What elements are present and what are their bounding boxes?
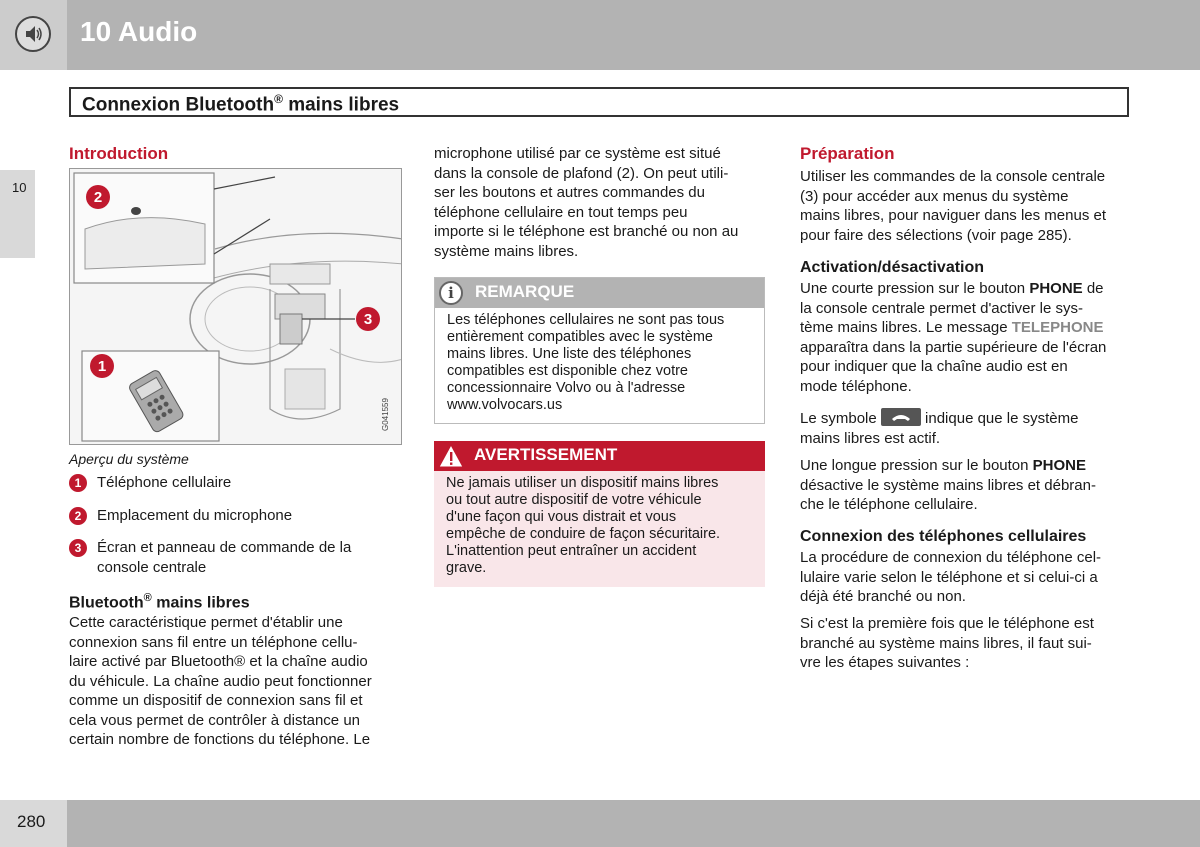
note-box [434, 277, 765, 424]
section-title: Connexion Bluetooth® mains libres [82, 92, 400, 116]
intro-continued-paragraph: microphone utilisé par ce système est situé dans la console de plafond (2). On peut utili- ser les boutons et autres commandes du téléphone cellulaire en tout temps peu importe si le téléphone est branché ou non au système mains libres. [434, 145, 739, 260]
figure-caption: Aperçu du système [69, 451, 189, 467]
warning-title: AVERTISSEMENT [474, 445, 618, 464]
warning-text: Ne jamais utiliser un dispositif mains libres ou tout autre dispositif de votre véhicule d'une façon qui vous distrait et vous empêche de conduire de façon sécuritaire. L'inattention peut entraîner un accident grave. [446, 475, 721, 576]
connection-paragraph: La procédure de connexion du téléphone cel- lulaire varie selon le téléphone et si celui-ci a déjà été branché ou non. [800, 549, 1102, 605]
note-header [435, 278, 764, 308]
connection-heading: Connexion des téléphones cellulaires [800, 528, 1087, 545]
figure-label-2: 2 [93, 189, 103, 206]
figure-code: G041559 [381, 398, 390, 431]
side-tab-number: 10 [12, 180, 27, 195]
chapter-side-tab [0, 170, 35, 258]
list-number: 3 [69, 539, 87, 557]
warning-triangle-icon [438, 444, 464, 468]
note-title: REMARQUE [475, 282, 575, 301]
bluetooth-heading: Bluetooth® mains libres [69, 592, 250, 612]
info-icon: i [439, 281, 463, 305]
system-overview-illustration [69, 168, 402, 445]
warning-header [434, 441, 765, 471]
speaker-icon [15, 16, 51, 52]
warning-box [434, 441, 765, 587]
preparation-paragraph: Utiliser les commandes de la console centrale (3) pour accéder aux menus du système mains libres, pour naviguer dans les menus et pour faire des sélections (voir page 285). [800, 168, 1106, 244]
chapter-icon-box [0, 0, 67, 70]
first-time-paragraph: Si c'est la première fois que le téléphone est branché au système mains libres, il faut sui- vre les étapes suivantes : [800, 615, 1094, 671]
page-number-box [0, 800, 67, 847]
handset-icon [881, 408, 921, 426]
list-number: 2 [69, 507, 87, 525]
bluetooth-paragraph: Cette caractéristique permet d'établir une connexion sans fil entre un téléphone cellu- laire activé par Bluetooth® et la chaîne audio du véhicule. La chaîne audio peut fonctionner comme un dispositif de connexion sans fil et cela vous permet de contrôler à distance un certain nombre de fonctions du téléphone. Le [69, 614, 372, 748]
note-text: Les téléphones cellulaires ne sont pas tous entièrement compatibles avec le système mains libres. Une liste des téléphones compatibles est disponible chez votre concessionnaire Volvo ou à l'adresse www.volvocars.us [447, 312, 725, 413]
figure-label-1: 1 [97, 358, 107, 375]
activation-paragraph: Une courte pression sur le bouton PHONE de la console centrale permet d'activer le sys- tème mains libres. Le message TELEPHONE apparaîtra dans la partie supérieure de l'écran pour indiquer que la chaîne audio est en mode téléphone. [800, 280, 1107, 395]
section-title-box [69, 87, 1129, 117]
long-press-paragraph: Une longue pression sur le bouton PHONE désactive le système mains libres et débran- che le téléphone cellulaire. [800, 457, 1096, 513]
figure-label-3: 3 [363, 311, 373, 328]
list-number: 1 [69, 474, 87, 492]
dashboard-drawing [70, 169, 402, 445]
symbol-paragraph: Le symbole indique que le système mains libres est actif. [800, 410, 1079, 447]
intro-heading: Introduction [69, 144, 169, 163]
chapter-title: 10 Audio [80, 16, 198, 47]
footer-bar [67, 800, 1200, 847]
activation-heading: Activation/désactivation [800, 259, 985, 276]
page-number: 280 [17, 812, 46, 831]
preparation-heading: Préparation [800, 144, 895, 163]
